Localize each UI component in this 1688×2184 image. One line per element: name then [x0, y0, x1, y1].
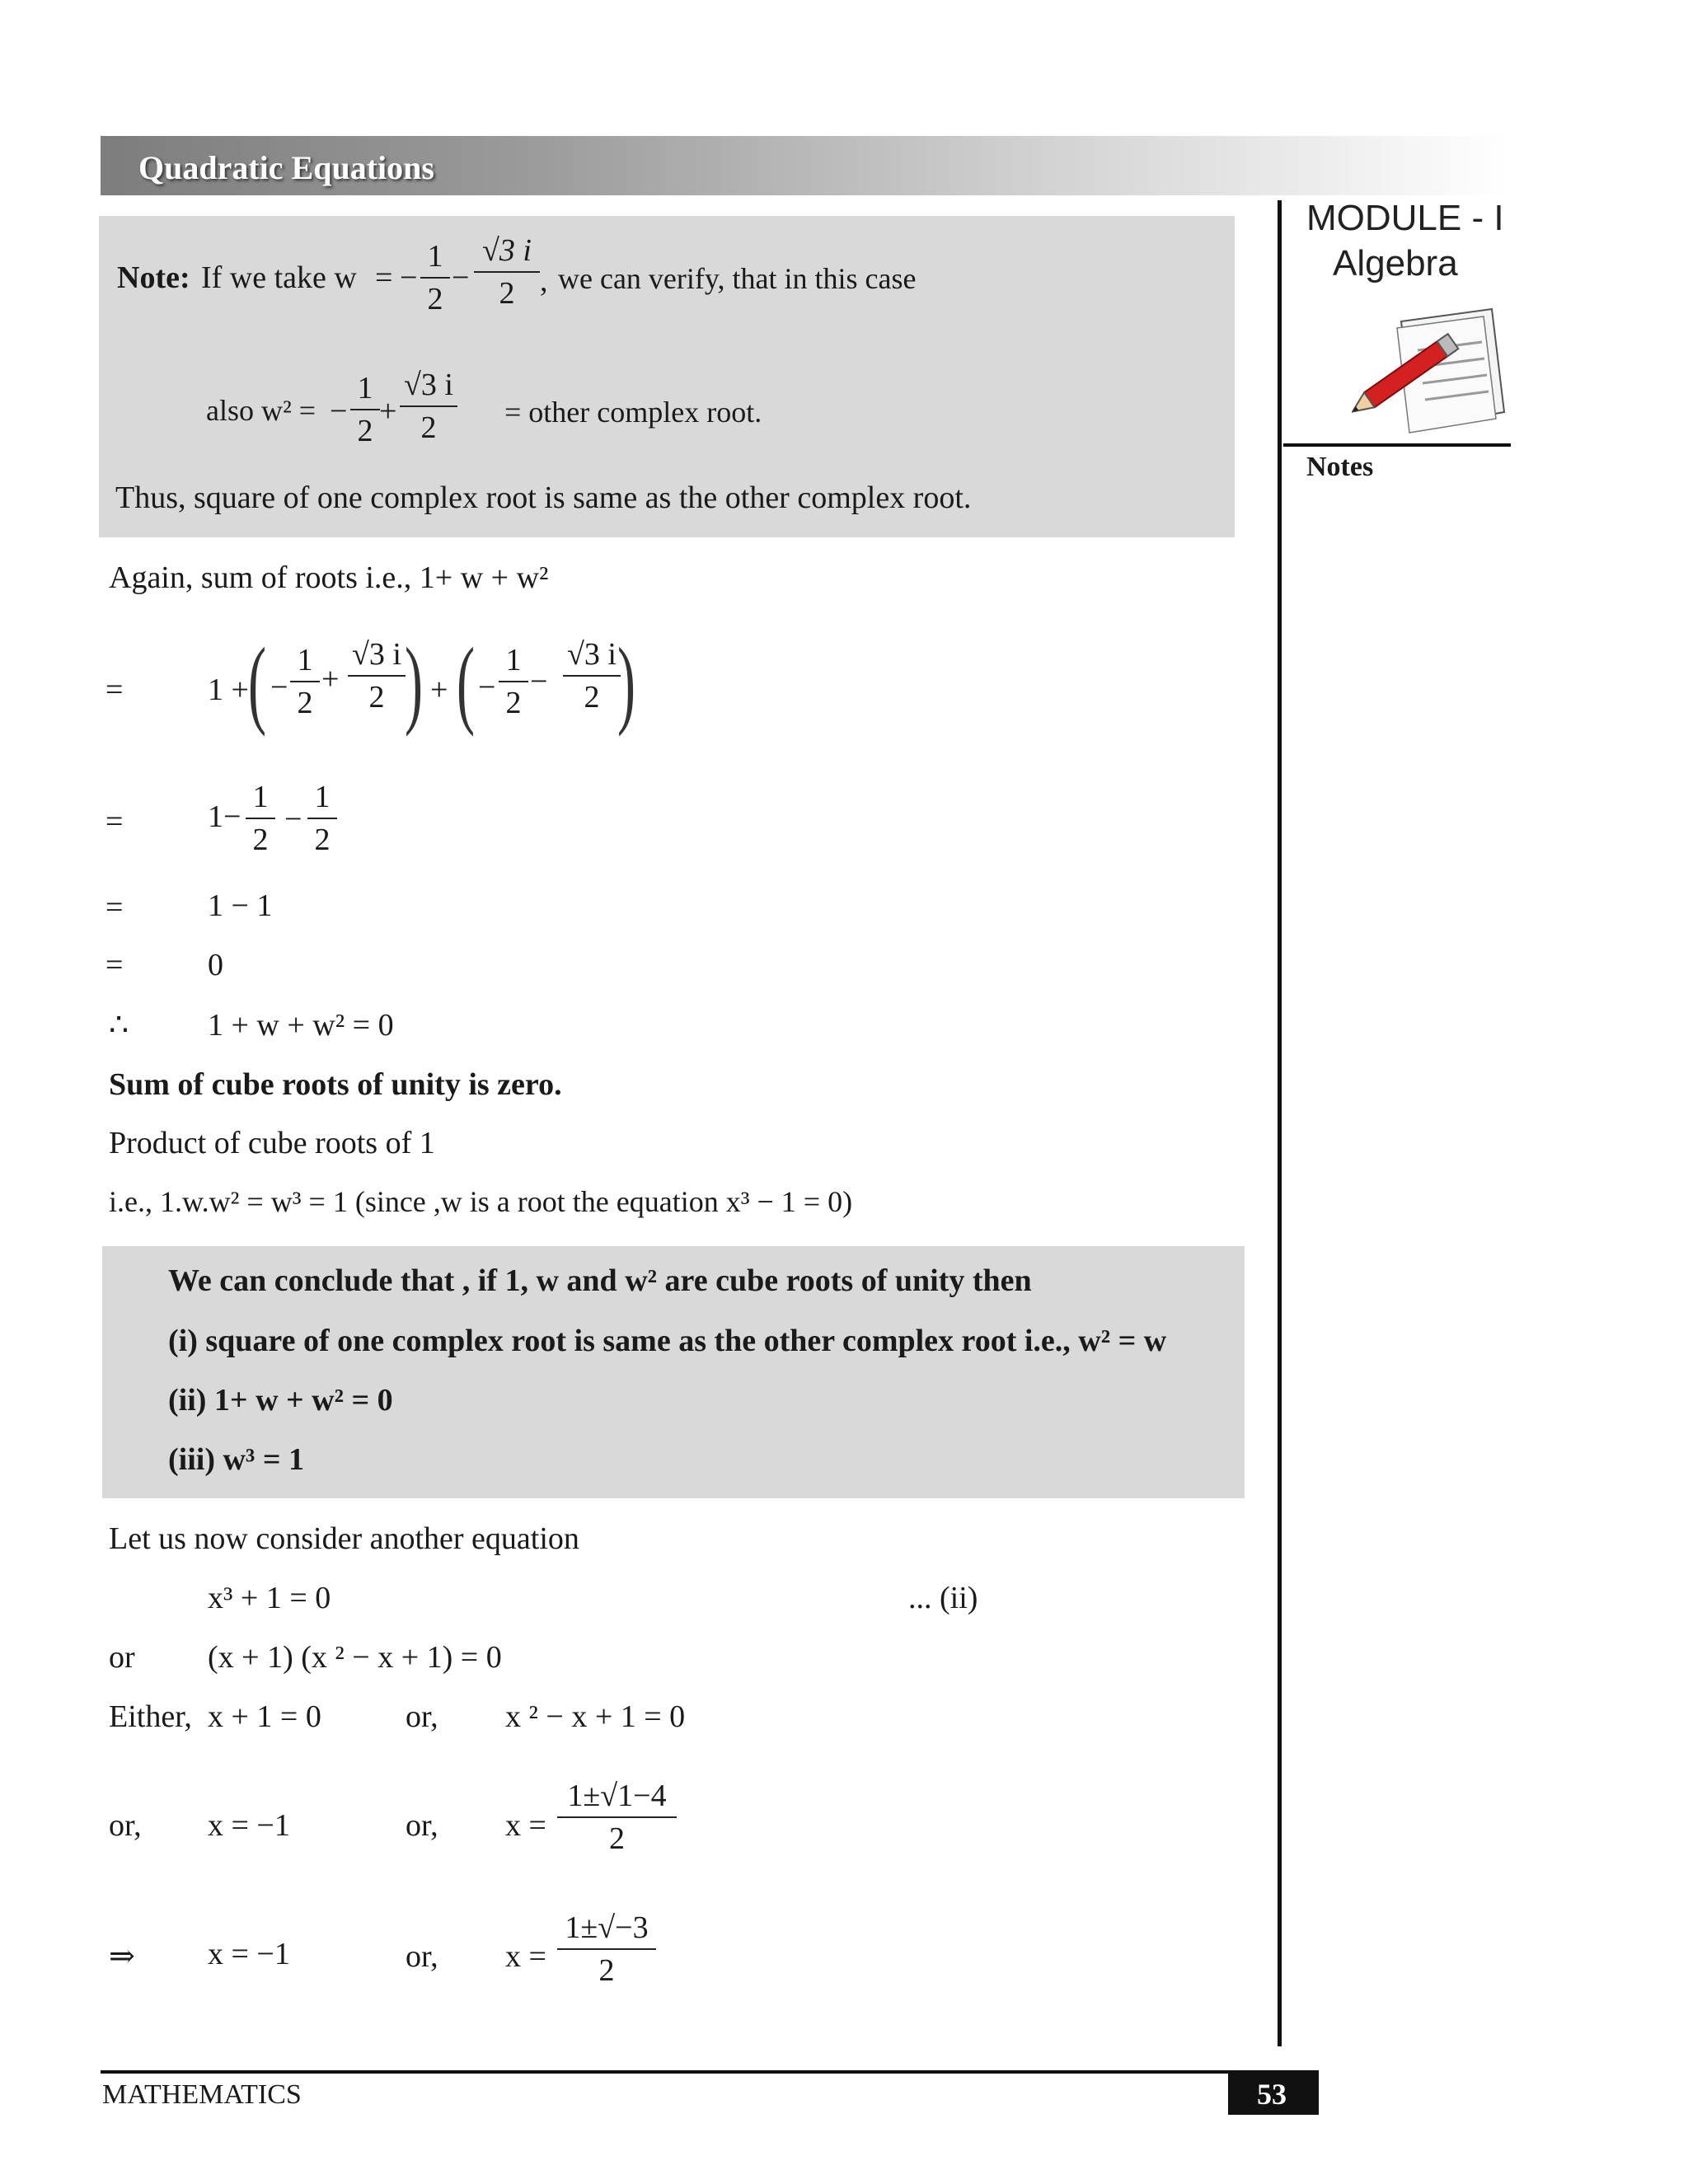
right-paren-1: ) — [404, 627, 423, 737]
product-equation: i.e., 1.w.w² = w³ = 1 (since ,w is a root the equation x³ − 1 = 0) — [109, 1185, 853, 1218]
thus-text: Thus, square of one complex root is same as the other complex root. — [115, 480, 972, 515]
product-intro: Product of cube roots of 1 — [109, 1126, 435, 1160]
or-comma-3: or, — [406, 1808, 438, 1843]
step2-left: 1− — [208, 799, 241, 834]
right-paren-2: ) — [617, 627, 635, 737]
step3: 1 − 1 — [208, 888, 273, 923]
fraction-root3i-over-2-b: √3 i 2 — [400, 369, 457, 443]
frac-root-a: √3 i 2 — [348, 639, 406, 713]
fraction-one-half: 1 2 — [420, 241, 450, 315]
or-comma-2: or, — [109, 1808, 142, 1843]
minus-a: − — [270, 670, 288, 705]
x-equals-2: x = — [505, 1939, 546, 1974]
conclusion-line1: We can conclude that , if 1, w and w² are cube roots of unity then — [168, 1263, 1032, 1298]
either-label: Either, — [109, 1699, 192, 1734]
chapter-title: Quadratic Equations — [138, 149, 434, 186]
eq3a: x + 1 = 0 — [208, 1699, 321, 1734]
conclusion-line2: (i) square of one complex root is same as the other complex root i.e., w² = w — [168, 1324, 1167, 1358]
subject-label: Algebra — [1333, 243, 1458, 284]
comma: , — [540, 264, 548, 298]
sum-conclusion: Sum of cube roots of unity is zero. — [109, 1067, 562, 1102]
sidebar-divider — [1278, 200, 1282, 2046]
eq3b: x ² − x + 1 = 0 — [505, 1699, 686, 1734]
step4: 0 — [208, 948, 223, 982]
plus-sign: + — [379, 394, 397, 429]
therefore-symbol: ∴ — [109, 1008, 129, 1043]
minus-c: − — [530, 664, 548, 699]
frac-root-b: √3 i 2 — [563, 639, 621, 713]
also-text: also w² = — [206, 394, 316, 427]
sum-intro: Again, sum of roots i.e., 1+ w + w² — [109, 560, 549, 595]
left-paren-2: ( — [456, 627, 475, 737]
eq5a: x = −1 — [208, 1937, 290, 1971]
minus-b: − — [478, 670, 496, 705]
frac-half-a: 1 2 — [290, 644, 320, 719]
frac-half-b: 1 2 — [499, 644, 528, 719]
step5: 1 + w + w² = 0 — [208, 1008, 394, 1043]
note-text: If we take w — [201, 260, 357, 295]
equals-row3: = — [106, 890, 124, 925]
pencil-paper-icon — [1352, 305, 1508, 449]
eq1: x³ + 1 = 0 — [208, 1581, 331, 1615]
equals-sign: = — [375, 260, 393, 295]
implies-symbol: ⇒ — [109, 1939, 135, 1974]
eq4a: x = −1 — [208, 1808, 290, 1843]
plus-a: + — [321, 662, 340, 696]
other-root-text: = other complex root. — [504, 396, 762, 429]
eq2: (x + 1) (x ² − x + 1) = 0 — [208, 1640, 502, 1675]
module-label: MODULE - I — [1306, 198, 1504, 238]
minus-sign-3: − — [330, 394, 348, 429]
verify-text: we can verify, that in this case — [558, 262, 917, 295]
fraction-one-half-2: 1 2 — [350, 373, 380, 447]
notes-rule — [1283, 443, 1511, 447]
conclusion-line4: (iii) w³ = 1 — [168, 1442, 304, 1477]
conclusion-line3: (ii) 1+ w + w² = 0 — [168, 1383, 393, 1418]
left-paren-1: ( — [247, 627, 266, 737]
frac-quadratic-1: 1±√1−4 2 — [557, 1780, 677, 1854]
equals-row2: = — [106, 804, 124, 839]
footer-subject: MATHEMATICS — [102, 2079, 302, 2110]
footer-rule — [101, 2070, 1319, 2074]
note-label: Note: — [117, 260, 190, 295]
minus-sign-2: − — [452, 260, 470, 295]
x-equals-1: x = — [505, 1808, 546, 1843]
equals-row4: = — [106, 948, 124, 982]
fraction-root3i-over-2: √3 i 2 — [474, 235, 540, 309]
page-number: 53 — [1257, 2078, 1287, 2111]
eq1-tag: ... (ii) — [908, 1581, 978, 1615]
equals-row1: = — [106, 673, 124, 707]
or-label: or — [109, 1640, 135, 1675]
one-plus: 1 + — [208, 673, 249, 707]
frac-quadratic-2: 1±√−3 2 — [557, 1912, 656, 1986]
frac-half-c: 1 2 — [246, 781, 275, 855]
frac-half-d: 1 2 — [307, 781, 337, 855]
notes-label: Notes — [1306, 452, 1374, 482]
or-comma-4: or, — [406, 1939, 438, 1974]
minus-sign: − — [400, 260, 418, 295]
plus-between: + — [430, 673, 448, 707]
another-intro: Let us now consider another equation — [109, 1521, 579, 1556]
or-comma-1: or, — [406, 1699, 438, 1734]
minus-d: − — [284, 802, 302, 837]
